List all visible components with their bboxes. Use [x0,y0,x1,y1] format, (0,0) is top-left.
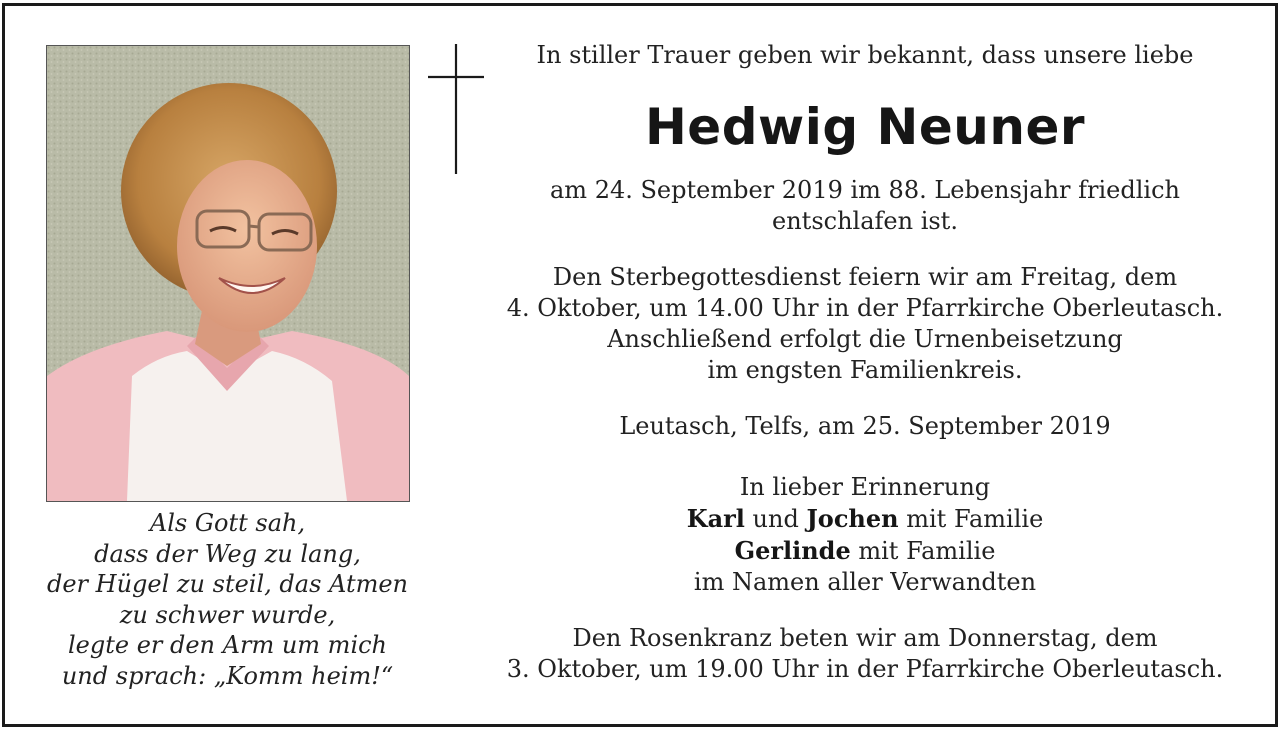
portrait-photo [46,45,410,502]
death-line: am 24. September 2019 im 88. Lebensjahr friedlich [550,176,1180,204]
poem-line: der Hügel zu steil, das Atmen [46,570,409,598]
memorial-poem [30,508,425,691]
service-line: Den Sterbegottesdienst feiern wir am Freitag, dem [552,263,1178,291]
mourner-name: Jochen [806,504,899,533]
mourners-line-2 [500,535,1230,567]
rosary-line: Den Rosenkranz beten wir am Donnerstag, dem [572,624,1158,652]
mourner-name: Gerlinde [734,536,851,565]
service-line: Anschließend erfolgt die Urnenbeisetzung [607,325,1123,353]
mourner-name: Karl [686,504,745,533]
rosary-line: 3. Oktober, um 19.00 Uhr in der Pfarrkirche Oberleutasch. [506,655,1224,683]
deceased-name: Hedwig Neuner [644,98,1086,156]
conjunction: und [752,505,799,533]
poem-line: zu schwer wurde, [119,600,336,629]
poem-line: legte er den Arm um mich [67,631,388,659]
remembrance-heading: In lieber Erinnerung [739,473,991,501]
family-suffix: mit Familie [858,537,996,565]
latin-cross-icon [428,44,484,174]
service-line: im engsten Familienkreis. [707,356,1023,384]
mourners-line-1 [500,503,1230,535]
death-line: entschlafen ist. [772,207,958,235]
poem-line: und sprach: „Komm heim!“ [61,661,394,690]
intro-line: In stiller Trauer geben wir bekannt, dass unsere liebe [536,41,1194,69]
family-suffix: mit Familie [906,505,1044,533]
poem-line: dass der Weg zu lang, [94,539,361,568]
service-line: 4. Oktober, um 14.00 Uhr in der Pfarrkirche Oberleutasch. [506,294,1224,322]
relatives-line: im Namen aller Verwandten [693,568,1037,596]
notice-text [500,40,1230,685]
poem-line: Als Gott sah, [149,509,306,537]
place-date: Leutasch, Telfs, am 25. September 2019 [619,412,1111,440]
